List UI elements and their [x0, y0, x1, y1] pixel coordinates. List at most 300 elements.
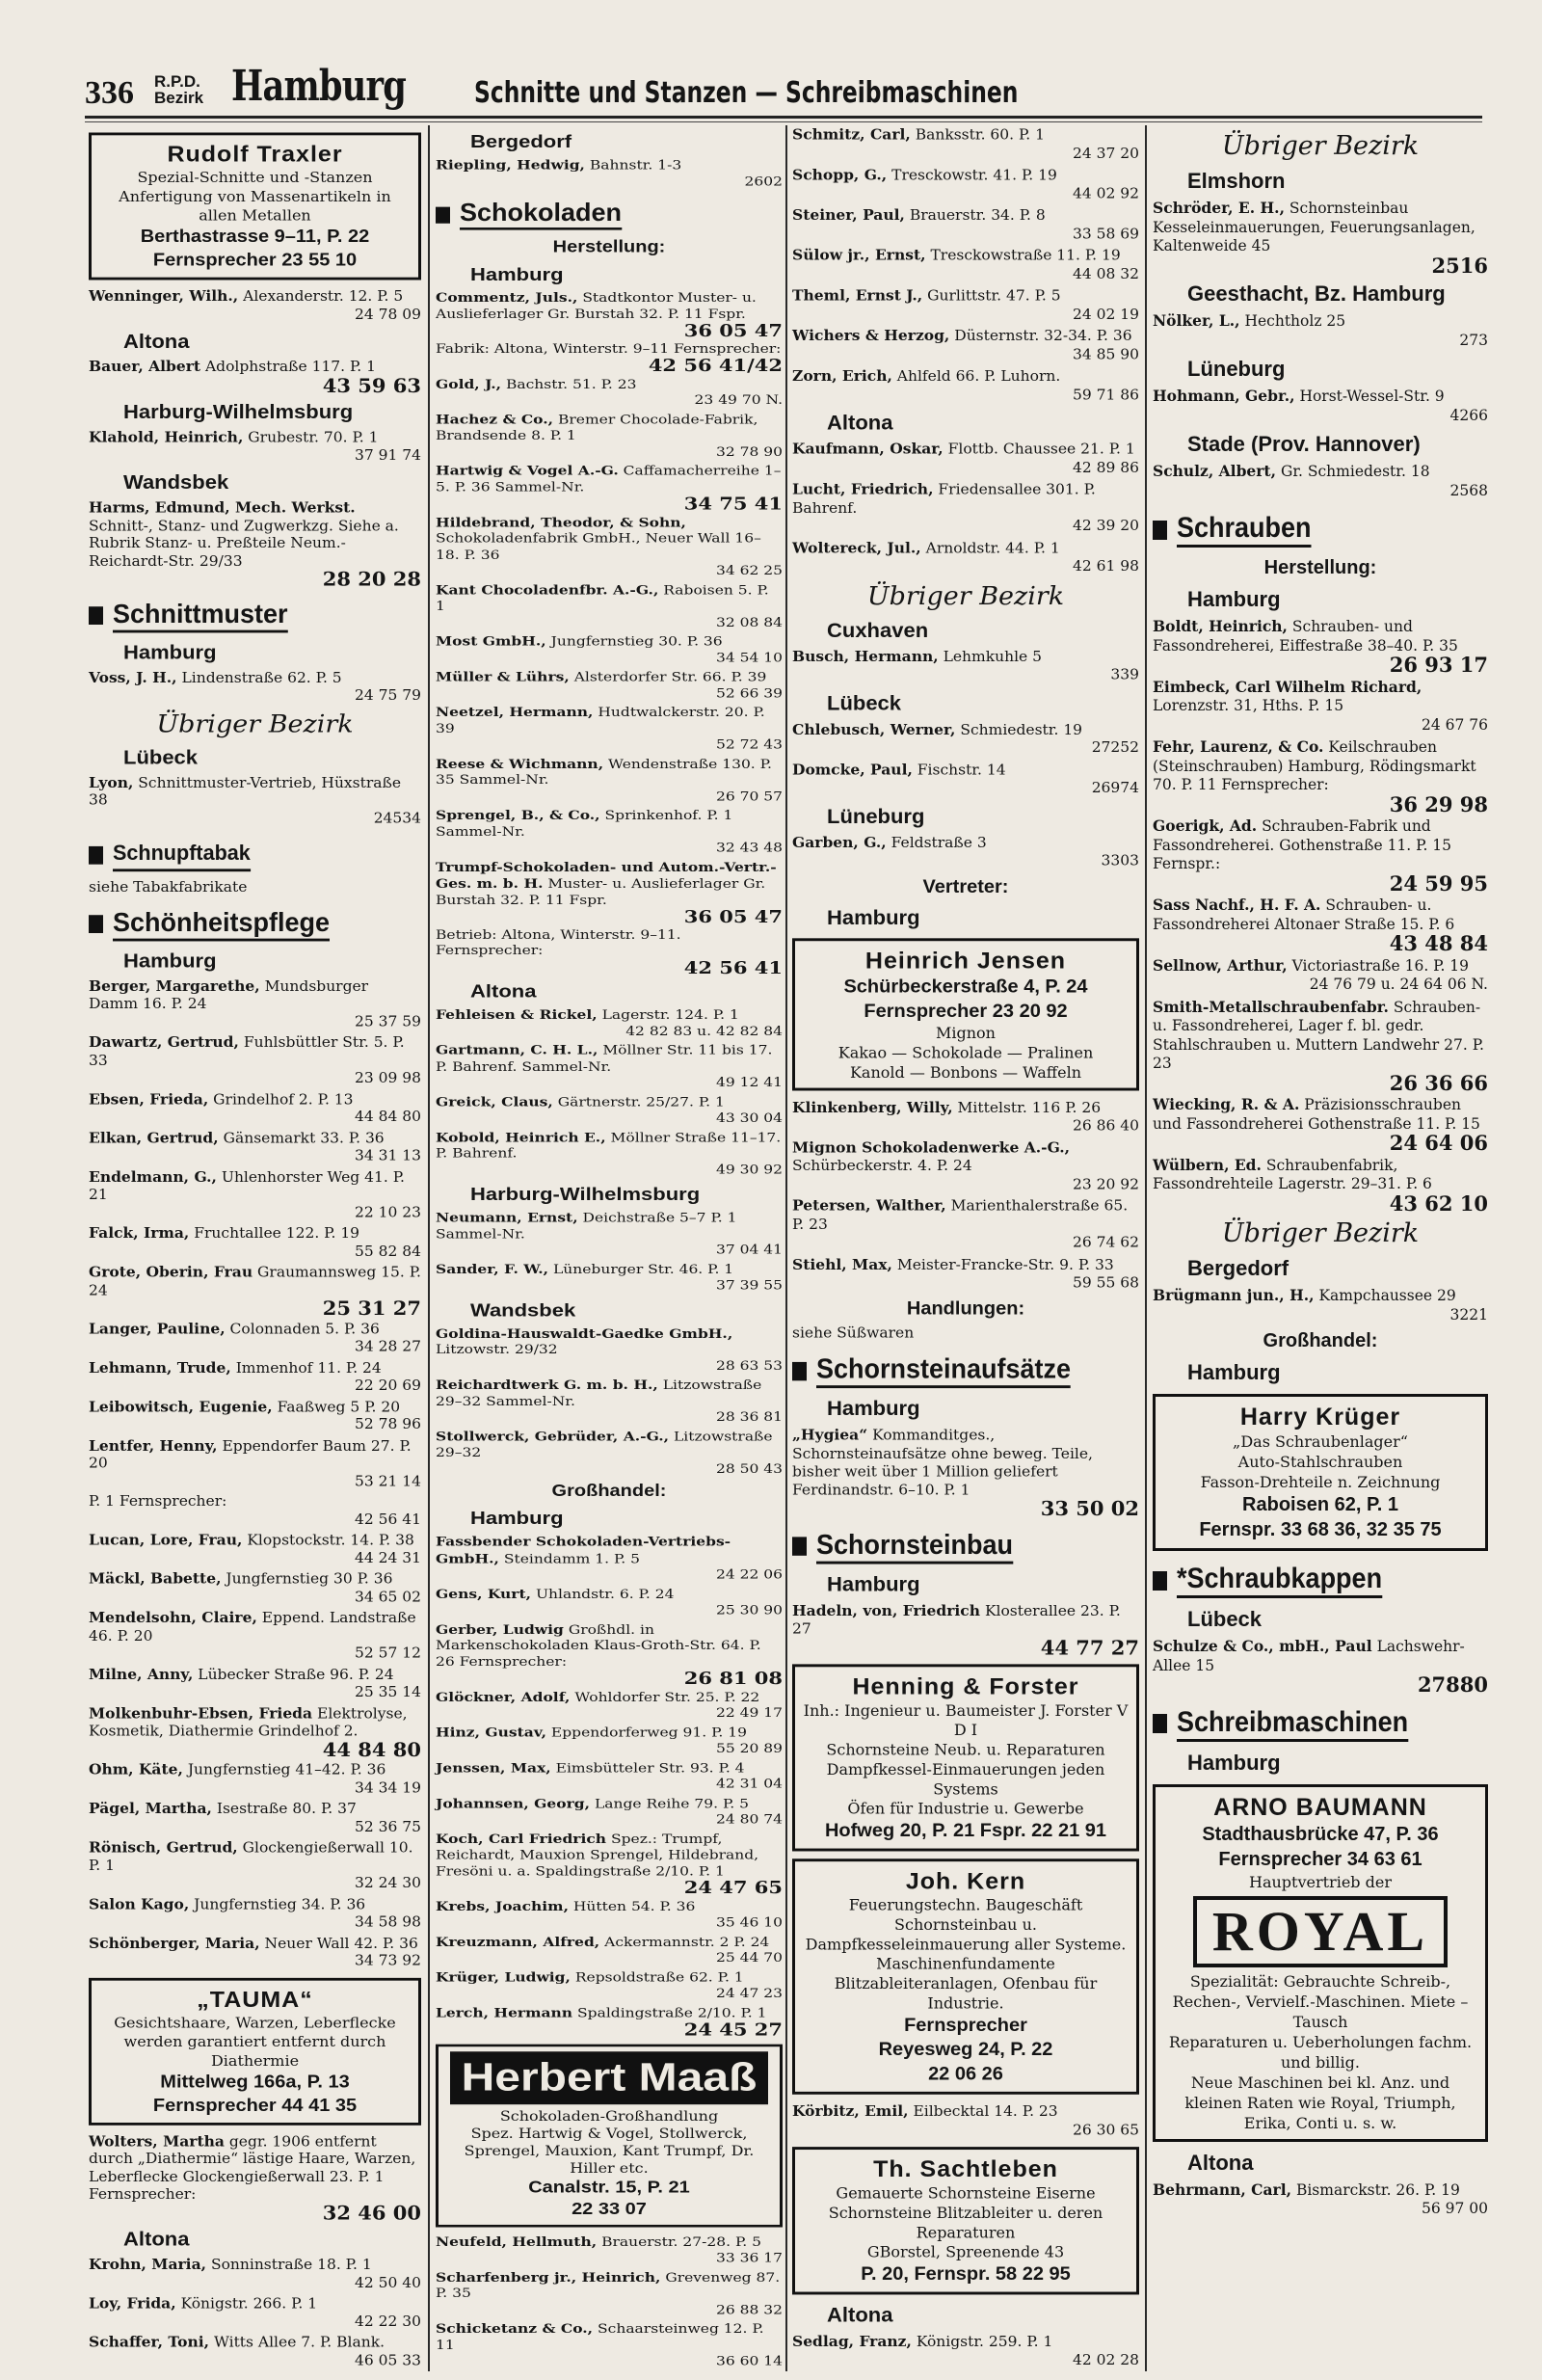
listing-address: Grubestr. 70. P. 1: [248, 429, 379, 446]
listing-address: Ackermannstr. 2 P. 24: [604, 1934, 770, 1949]
listing-entry: [792, 720, 1139, 758]
listing-phone: 25 31 27: [322, 1297, 421, 1320]
listing-address: Schürbeckerstr. 4. P. 24: [792, 1157, 972, 1174]
ad-line: Feuerungstechn. Baugeschäft Schornsteinbau u. Dampfkesseleinmauerung aller Systeme. Maschinenfundamente Blitzableiteranlagen, Ofenbau für Industrie.: [805, 1896, 1127, 2013]
listing-phone: 28 50 43: [715, 1460, 783, 1477]
listing-name: Müller & Lührs,: [436, 668, 570, 684]
listing-entry: [436, 1093, 783, 1126]
listing-entry: [792, 246, 1139, 283]
listing-address: Caffamacherreihe 1–5. P. 36 Sammel-Nr.: [436, 463, 782, 495]
listing-address: Uhlandstr. 6. P. 24: [535, 1586, 675, 1602]
listing-name: Dawartz, Gertrud,: [89, 1033, 239, 1051]
listing-entry: [89, 879, 421, 896]
listing-entry: [89, 1090, 421, 1127]
listing-entry: [792, 480, 1139, 536]
section-bullet-icon: [1153, 521, 1167, 540]
listing-address: Hudtwalckerstr. 20. P. 39: [436, 705, 765, 736]
listing-name: Boldt, Heinrich,: [1153, 617, 1288, 635]
listing-phone: 25 35 14: [354, 1683, 421, 1700]
listing-address: Muster- u. Auslieferlager Gr. Burstah 32. P. 11 Fspr.: [436, 875, 766, 908]
listing-name: Kaufmann, Oskar,: [792, 440, 944, 458]
ad-line: Canalstr. 15, P. 21: [528, 2178, 690, 2197]
listing-name: Wenninger, Wilh.,: [89, 286, 239, 305]
listing-entry: [792, 166, 1139, 203]
listing-entry: [89, 1493, 421, 1529]
listing-name: Schicketanz & Co.,: [436, 2320, 594, 2337]
city-heading: Cuxhaven: [827, 617, 929, 642]
ad-line: Fernsprecher 23 55 10: [152, 250, 358, 271]
listing-address: Adolphstraße 117. P. 1: [204, 359, 377, 375]
listing-entry: [436, 2269, 783, 2318]
bezirk-text: Bezirk: [154, 89, 204, 107]
listing-entry: [792, 125, 1139, 163]
city-heading: Altona: [827, 410, 893, 435]
listing-entry: [1153, 1286, 1488, 1324]
listing-phone: 49 12 41: [715, 1075, 783, 1090]
listing-phone: 44 84 80: [354, 1109, 421, 1125]
listing-phone: 24 80 74: [715, 1811, 783, 1827]
city-heading: Altona: [470, 980, 537, 1002]
listing-phone: 23 09 98: [354, 1069, 421, 1086]
listing-name: Kreuzmann, Alfred,: [436, 1933, 600, 1949]
listing-entry: [436, 1621, 783, 1687]
listing-name: Ebsen, Frieda,: [89, 1089, 209, 1108]
city-heading: Hamburg: [827, 1571, 920, 1596]
listing-address: Betrieb: Altona, Winterstr. 9–11. Fernsprecher:: [436, 926, 681, 958]
listing-entry: [792, 2102, 1139, 2140]
listing-name: Goldina-Hauswaldt-Gaedke GmbH.,: [436, 1324, 733, 1341]
listing-name: Voss, J. H.,: [89, 668, 177, 686]
listing-entry: [436, 756, 783, 805]
listing-address: Möllner Straße 11–17. P. Bahrenf.: [436, 1129, 782, 1162]
listing-entry: [89, 1224, 421, 1261]
listing-entry: [1153, 617, 1488, 675]
listing-entry: [1153, 462, 1488, 500]
ad-line: Stadthausbrücke 47, P. 36: [1202, 1823, 1439, 1845]
listing-phone: 49 30 92: [715, 1162, 783, 1177]
listing-name: Wiecking, R. & A.: [1153, 1095, 1300, 1113]
ad-line: 22 06 26: [928, 2063, 1003, 2085]
listing-phone: 33 36 17: [715, 2250, 783, 2265]
listing-entry: [792, 440, 1139, 477]
section-title: Schönheitspflege: [113, 907, 330, 941]
section-title: Schnittmuster: [113, 599, 288, 632]
ad-line: Heinrich Jensen: [864, 947, 1067, 974]
listing-entry: [89, 1895, 421, 1932]
listing-address: Lange Reihe 79. P. 5: [594, 1795, 749, 1811]
section-heading: [89, 838, 421, 871]
listing-phone: 42 22 30: [354, 2313, 421, 2330]
listing-entry: [89, 1934, 421, 1970]
listing-address: Alsterdorfer Str. 66. P. 39: [573, 669, 767, 684]
listing-address: Jungfernstieg 41–42. P. 36: [187, 1761, 386, 1778]
ad-line: „TAUMA“: [197, 1986, 313, 2013]
listing-address: Schraubenfabrik, Fassondrehteile Lagerstr. 29–31. P. 6: [1153, 1156, 1432, 1192]
listing-name: Zorn, Erich,: [792, 366, 892, 385]
listing-name: Schulze & Co., mbH., Paul: [1153, 1637, 1372, 1655]
listing-entry: [792, 366, 1139, 404]
listing-address: Bremer Chocolade-Fabrik, Brandsende 8. P. 1: [436, 412, 758, 443]
listing-phone: 44 77 27: [1040, 1635, 1139, 1660]
advertisement-box: [436, 2044, 783, 2227]
listing-address: Bachstr. 51. P. 23: [505, 376, 637, 391]
listing-phone: 42 56 41: [354, 1511, 421, 1528]
listing-entry: [792, 760, 1139, 797]
listing-name: Schopp, G.,: [792, 165, 888, 184]
listing-entry: [89, 1436, 421, 1490]
listing-phone: 34 73 92: [354, 1952, 421, 1969]
listing-name: Stollwerck, Gebrüder, A.-G.,: [436, 1428, 670, 1444]
listing-address: Lübecker Straße 96. P. 24: [198, 1666, 394, 1683]
listing-entry: [89, 498, 421, 591]
listing-entry: [89, 977, 421, 1031]
column-divider: [428, 125, 430, 2371]
listing-name: Klahold, Heinrich,: [89, 428, 244, 446]
city-heading: Harburg-Wilhelmsburg: [470, 1183, 701, 1205]
listing-name: Salon Kago,: [89, 1894, 190, 1912]
listing-entry: [1153, 2180, 1488, 2219]
listing-address: Jungfernstieg 30. P. 36: [550, 633, 723, 649]
listing-address: Repsoldstraße 62. P. 1: [574, 1969, 744, 1985]
ad-line: Spez. Hartwig & Vogel, Stollwerck, Sprengel, Mauxion, Kant Trumpf, Dr. Hiller etc.: [464, 2125, 755, 2177]
listing-name: Trumpf-Schokoladen- und Autom.-Vertr.-Ges. m. b. H.: [436, 858, 777, 892]
listing-phone: 36 60 14: [715, 2353, 783, 2368]
listing-address: Hütten 54. P. 36: [572, 1898, 696, 1914]
ad-line: Neue Maschinen bei kl. Anz. und kleinen Raten wie Royal, Triumph, Erika, Conti u. s. w.: [1184, 2072, 1456, 2132]
listing-name: Sander, F. W.,: [436, 1260, 549, 1277]
ad-line: P. 20, Fernspr. 58 22 95: [861, 2263, 1071, 2285]
listing-entry: [89, 1033, 421, 1087]
listing-name: Schmitz, Carl,: [792, 125, 911, 144]
listing-entry: [792, 1600, 1139, 1660]
listing-phone: 46 05 33: [354, 2351, 421, 2368]
listing-entry: [436, 1042, 783, 1091]
listing-address: Gärtnerstr. 25/27. P. 1: [557, 1094, 725, 1110]
city-heading: Bergedorf: [1187, 1256, 1289, 1280]
advertisement-box: [792, 2147, 1139, 2294]
listing-entry: [89, 1531, 421, 1567]
listing-entry: [89, 1800, 421, 1836]
listing-phone: 25 37 59: [354, 1013, 421, 1030]
listing-name: Gerber, Ludwig: [436, 1620, 564, 1637]
city-heading: Lüneburg: [1187, 357, 1286, 381]
column-4: [1153, 125, 1488, 2222]
listing-phone: 43 62 10: [1389, 1190, 1488, 1216]
ad-line: 22 33 07: [572, 2199, 647, 2218]
section-heading: [1153, 1706, 1488, 1742]
listing-address: Faaßweg 5 P. 20: [277, 1398, 401, 1415]
listing-entry: [89, 1168, 421, 1222]
listing-name: Falck, Irma,: [89, 1224, 190, 1242]
listing-address: Schnittmuster-Vertrieb, Hüxstraße 38: [89, 774, 402, 809]
listing-entry: [436, 1377, 783, 1426]
listing-name: Krohn, Maria,: [89, 2255, 207, 2273]
listing-entry: [436, 2004, 783, 2040]
listing-address: Mundsburger Damm 16. P. 24: [89, 977, 369, 1012]
listing-address: siehe Süßwaren: [792, 1324, 915, 1342]
listing-name: Elkan, Gertrud,: [89, 1129, 219, 1146]
region-heading: Übriger Bezirk: [156, 709, 354, 738]
listing-address: Victoriastraße 16. P. 19: [1291, 956, 1470, 975]
ad-line: „Das Schraubenlager“: [1233, 1432, 1408, 1451]
listing-phone: 34 85 90: [1072, 345, 1139, 363]
listing-phone: 52 57 12: [354, 1645, 421, 1662]
listing-entry: [89, 773, 421, 827]
ad-headline-wrap: [446, 2051, 772, 2107]
listing-phone: 42 31 04: [715, 1776, 783, 1792]
listing-phone: 36 05 47: [683, 905, 783, 927]
listing-phone: 27880: [1417, 1672, 1488, 1697]
listing-name: Johannsen, Georg,: [436, 1795, 591, 1811]
listing-phone: 23 20 92: [1072, 1175, 1139, 1192]
listing-entry: [436, 927, 783, 976]
listing-phone: 43 59 63: [322, 373, 421, 397]
listing-name: Molkenbuhr-Ebsen, Frieda: [89, 1703, 313, 1722]
listing-name: Kobold, Heinrich E.,: [436, 1129, 606, 1145]
section-bullet-icon: [1153, 1714, 1167, 1733]
ad-line: GBorstel, Spreenende 43: [866, 2243, 1065, 2261]
listing-name: Leibowitsch, Eugenie,: [89, 1397, 273, 1415]
listing-address: Marienthalerstraße 65. P. 23: [792, 1197, 1129, 1233]
ad-line: Schürbeckerstraße 4, P. 24: [843, 976, 1088, 997]
listing-entry: [436, 411, 783, 460]
listing-phone: 32 46 00: [322, 2201, 421, 2224]
listing-name: Grote, Oberin, Frau: [89, 1263, 253, 1281]
listing-address: Eppend. Landstraße 46. P. 20: [89, 1609, 416, 1645]
section-heading: [89, 907, 421, 941]
city-heading: Altona: [1187, 2150, 1254, 2175]
page-title: Schnitte und Stanzen — Schreibmaschinen: [474, 76, 1019, 110]
listing-name: Lentfer, Henny,: [89, 1436, 218, 1455]
listing-address: Schmiedestr. 19: [960, 720, 1083, 738]
listing-phone: 55 20 89: [715, 1740, 783, 1756]
listing-address: Eilbecktal 14. P. 23: [913, 2102, 1058, 2120]
listing-address: Elektrolyse, Kosmetik, Diathermie Grindelhof 2.: [89, 1704, 408, 1740]
advertisement-box: [1153, 1784, 1488, 2142]
listing-entry: [436, 1795, 783, 1828]
listing-address: Schokoladenfabrik GmbH., Neuer Wall 16–18. P. 36: [436, 530, 761, 562]
listing-entry: [436, 669, 783, 702]
section-title: *Schraubkappen: [1177, 1563, 1382, 1598]
subsection-heading: Herstellung:: [552, 238, 666, 256]
listing-address: Lüneburger Str. 46. P. 1: [553, 1261, 734, 1277]
section-title: Schornsteinaufsätze: [816, 1353, 1071, 1388]
listing-phone: 24 45 27: [683, 2019, 783, 2040]
listing-entry: [436, 1724, 783, 1756]
listing-address: Präzisionsschrauben und Fassondreherei Gothenstraße 11. P. 15: [1153, 1096, 1480, 1133]
listing-name: Sprengel, B., & Co.,: [436, 807, 600, 823]
listing-name: Mignon Schokoladenwerke A.-G.,: [792, 1137, 1071, 1156]
ad-line: Schokoladen-Großhandlung: [499, 2107, 719, 2125]
listing-entry: [436, 1428, 783, 1477]
city-heading: Hamburg: [1187, 1360, 1281, 1384]
listing-address: Wendenstraße 130. P. 35 Sammel-Nr.: [436, 756, 772, 788]
listing-name: Neufeld, Hellmuth,: [436, 2233, 598, 2250]
city-heading: Wandsbek: [470, 1299, 576, 1321]
listing-address: Colonnaden 5. P. 36: [229, 1321, 380, 1337]
ad-line: Gesichtshaare, Warzen, Leberflecke werden garantiert entfernt durch Diathermie: [114, 2013, 396, 2070]
listing-phone: 32 78 90: [715, 443, 783, 459]
subsection-heading: Herstellung:: [1263, 557, 1377, 578]
listing-entry: [436, 858, 783, 927]
ad-line: Fernsprecher 34 63 61: [1218, 1848, 1422, 1870]
listing-entry: [1153, 1637, 1488, 1695]
listing-address: Königstr. 259. P. 1: [916, 2333, 1053, 2350]
section-bullet-icon: [1153, 1571, 1167, 1591]
listing-entry: [1153, 387, 1488, 425]
region-heading: Übriger Bezirk: [1221, 1218, 1420, 1248]
listing-address: Lehmkuhle 5: [943, 647, 1043, 665]
listing-phone: 23 49 70 N.: [694, 392, 783, 408]
ad-line: ROYAL: [1193, 1896, 1448, 1967]
listing-address: Gr. Schmiedestr. 18: [1280, 463, 1430, 480]
listing-phone: 34 28 27: [354, 1338, 421, 1355]
header-city: Hamburg: [231, 62, 407, 111]
ad-line: Henning & Forster: [852, 1673, 1079, 1700]
advertisement-box: [792, 938, 1139, 1090]
listing-address: Gänsemarkt 33. P. 36: [223, 1130, 385, 1146]
listing-name: Fehleisen & Rickel,: [436, 1006, 598, 1023]
listing-address: Flottb. Chaussee 21. P. 1: [947, 441, 1135, 458]
listing-name: Petersen, Walther,: [792, 1196, 946, 1215]
listing-phone: 42 56 41/42: [648, 354, 783, 376]
listing-name: Glöckner, Adolf,: [436, 1688, 571, 1704]
page-header: [85, 62, 1482, 116]
ad-line: Rudolf Traxler: [167, 141, 343, 168]
listing-address: Litzowstraße 29–32 Sammel-Nr.: [436, 1377, 762, 1408]
listing-entry: [1153, 199, 1488, 278]
listing-entry: [1153, 737, 1488, 814]
listing-address: Spez.: Trumpf, Reichardt, Mauxion Sprengel, Hildebrand, Fresöni u. a. Spaldingstraße 2/10. P. 1: [436, 1831, 759, 1879]
listing-entry: [792, 1196, 1139, 1252]
ad-line: Reyesweg 24, P. 22: [878, 2039, 1053, 2060]
listing-phone: 27252: [1091, 738, 1139, 757]
ad-line: Joh. Kern: [905, 1867, 1026, 1895]
subsection-heading: Vertreter:: [922, 875, 1009, 897]
listing-address: Brauerstr. 27-28. P. 5: [601, 2233, 761, 2250]
listing-phone: 26 88 32: [715, 2301, 783, 2317]
ad-line: Spezial-Schnitte und -Stanzen: [137, 169, 373, 186]
listing-phone: 24 47 23: [715, 1985, 783, 2001]
ad-line: Herbert Maaß: [450, 2051, 769, 2104]
listing-phone: 34 62 25: [715, 563, 783, 578]
listing-phone: 56 97 00: [1421, 2200, 1488, 2217]
listing-address: Jungfernstieg 34. P. 36: [194, 1895, 366, 1912]
listing-entry: [792, 1098, 1139, 1136]
ad-line: Fernsprecher 23 20 92: [864, 1000, 1068, 1022]
listing-entry: [792, 647, 1139, 684]
listing-phone: 42 82 83 u. 42 82 84: [625, 1023, 783, 1039]
listing-address: Witts Allee 7. P. Blank.: [213, 2334, 386, 2351]
city-heading: Harburg-Wilhelmsburg: [123, 400, 354, 423]
listing-phone: 59 71 86: [1072, 386, 1139, 403]
listing-phone: 2602: [744, 174, 783, 189]
listing-name: Harms, Edmund, Mech. Werkst.: [89, 498, 356, 517]
listing-entry: [1153, 678, 1488, 735]
listing-phone: 42 89 86: [1072, 458, 1139, 476]
city-heading: Altona: [827, 2303, 893, 2327]
listing-address: Arnoldstr. 44. P. 1: [925, 539, 1060, 556]
listing-address: Ahlfeld 66. P. Luhorn.: [896, 367, 1061, 385]
page-number: 336: [85, 75, 134, 111]
listing-address: gegr. 1906 entfernt durch „Diathermie“ lästige Haare, Warzen, Leberflecke Glockengießerwall 23. P. 1 Fernsprecher:: [89, 2132, 416, 2203]
listing-name: Bauer, Albert: [89, 358, 201, 375]
listing-name: Lucht, Friedrich,: [792, 479, 934, 498]
listing-address: Kommanditges., Schornsteinaufsätze ohne beweg. Teile, bisher weit über 1 Million geliefert Ferdinandstr. 6–10. P. 1: [792, 1426, 1093, 1499]
listing-phone: 24 02 19: [1072, 305, 1139, 323]
listing-entry: [436, 581, 783, 630]
listing-name: Langer, Pauline,: [89, 1320, 226, 1337]
listing-address: siehe Tabakfabrikate: [89, 878, 248, 896]
listing-name: Smith-Metallschraubenfabr.: [1153, 997, 1389, 1016]
listing-address: Bahnstr. 1-3: [589, 157, 682, 173]
listing-name: Pägel, Martha,: [89, 1799, 212, 1817]
column-divider: [1145, 125, 1147, 2371]
listing-entry: [89, 1320, 421, 1356]
ad-line: Reparaturen u. Ueberholungen fachm. und billig.: [1168, 2032, 1473, 2072]
section-title: Schnupftabak: [113, 838, 251, 871]
city-heading: Hamburg: [470, 1508, 564, 1529]
listing-name: Goerigk, Ad.: [1153, 816, 1258, 835]
listing-entry: [436, 340, 783, 376]
listing-phone: 25 44 70: [715, 1950, 783, 1966]
listing-address: Schrauben- u. Fassondreherei Altonaer Straße 15. P. 6: [1153, 896, 1455, 933]
ad-line: Fernsprecher: [904, 2015, 1027, 2036]
listing-phone: 44 84 80: [322, 1737, 421, 1761]
advertisement-box: [792, 1664, 1139, 1851]
listing-phone: 34 54 10: [715, 650, 783, 665]
listing-address: Schrauben- und Fassondreherei, Eiffestraße 38–40. P. 35: [1153, 618, 1458, 655]
listing-name: Schulz, Albert,: [1153, 462, 1276, 480]
listing-address: Uhlenhorster Weg 41. P. 21: [89, 1168, 405, 1203]
listing-phone: 34 65 02: [354, 1588, 421, 1605]
listing-address: P. 1 Fernsprecher:: [89, 1492, 227, 1510]
advertisement-box: [89, 1977, 421, 2125]
listing-address: Neuer Wall 42. P. 36: [264, 1935, 418, 1952]
subsection-heading: Großhandel:: [551, 1482, 667, 1501]
ad-line: Berthastrasse 9–11, P. 22: [140, 227, 370, 247]
listing-name: Lucan, Lore, Frau,: [89, 1531, 243, 1549]
listing-name: Chlebusch, Werner,: [792, 719, 956, 738]
listing-name: Wolters, Martha: [89, 2131, 225, 2150]
listing-address: Banksstr. 60. P. 1: [915, 125, 1046, 144]
listing-entry: [436, 704, 783, 753]
ad-line: ARNO BAUMANN: [1213, 1793, 1427, 1821]
listing-phone: 26 74 62: [1072, 1233, 1139, 1251]
listing-name: Sass Nachf., H. F. A.: [1153, 896, 1321, 914]
city-heading: Hamburg: [827, 904, 920, 929]
listing-entry: [89, 1838, 421, 1892]
listing-phone: 26 70 57: [715, 788, 783, 804]
city-heading: Lüneburg: [827, 804, 925, 828]
listing-phone: 53 21 14: [354, 1472, 421, 1489]
ad-line: Hofweg 20, P. 21 Fspr. 22 21 91: [824, 1820, 1106, 1841]
listing-phone: 52 78 96: [354, 1416, 421, 1432]
section-heading: [1153, 1563, 1488, 1598]
listing-address: Tresckowstraße 11. P. 19: [930, 247, 1121, 264]
listing-phone: 52 72 43: [715, 736, 783, 752]
listing-phone: 24 22 06: [715, 1566, 783, 1582]
listing-name: Hartwig & Vogel A.-G.: [436, 462, 619, 478]
city-heading: Hamburg: [123, 949, 217, 972]
ad-line: Anfertigung von Massenartikeln in allen Metallen: [119, 187, 391, 225]
listing-entry: [792, 1426, 1139, 1518]
listing-phone: 34 34 19: [354, 1778, 421, 1796]
listing-name: Loy, Frida,: [89, 2294, 176, 2313]
listing-name: Fehr, Laurenz, & Co.: [1153, 737, 1324, 756]
listing-phone: 24534: [373, 809, 421, 826]
listing-entry: [436, 1898, 783, 1931]
